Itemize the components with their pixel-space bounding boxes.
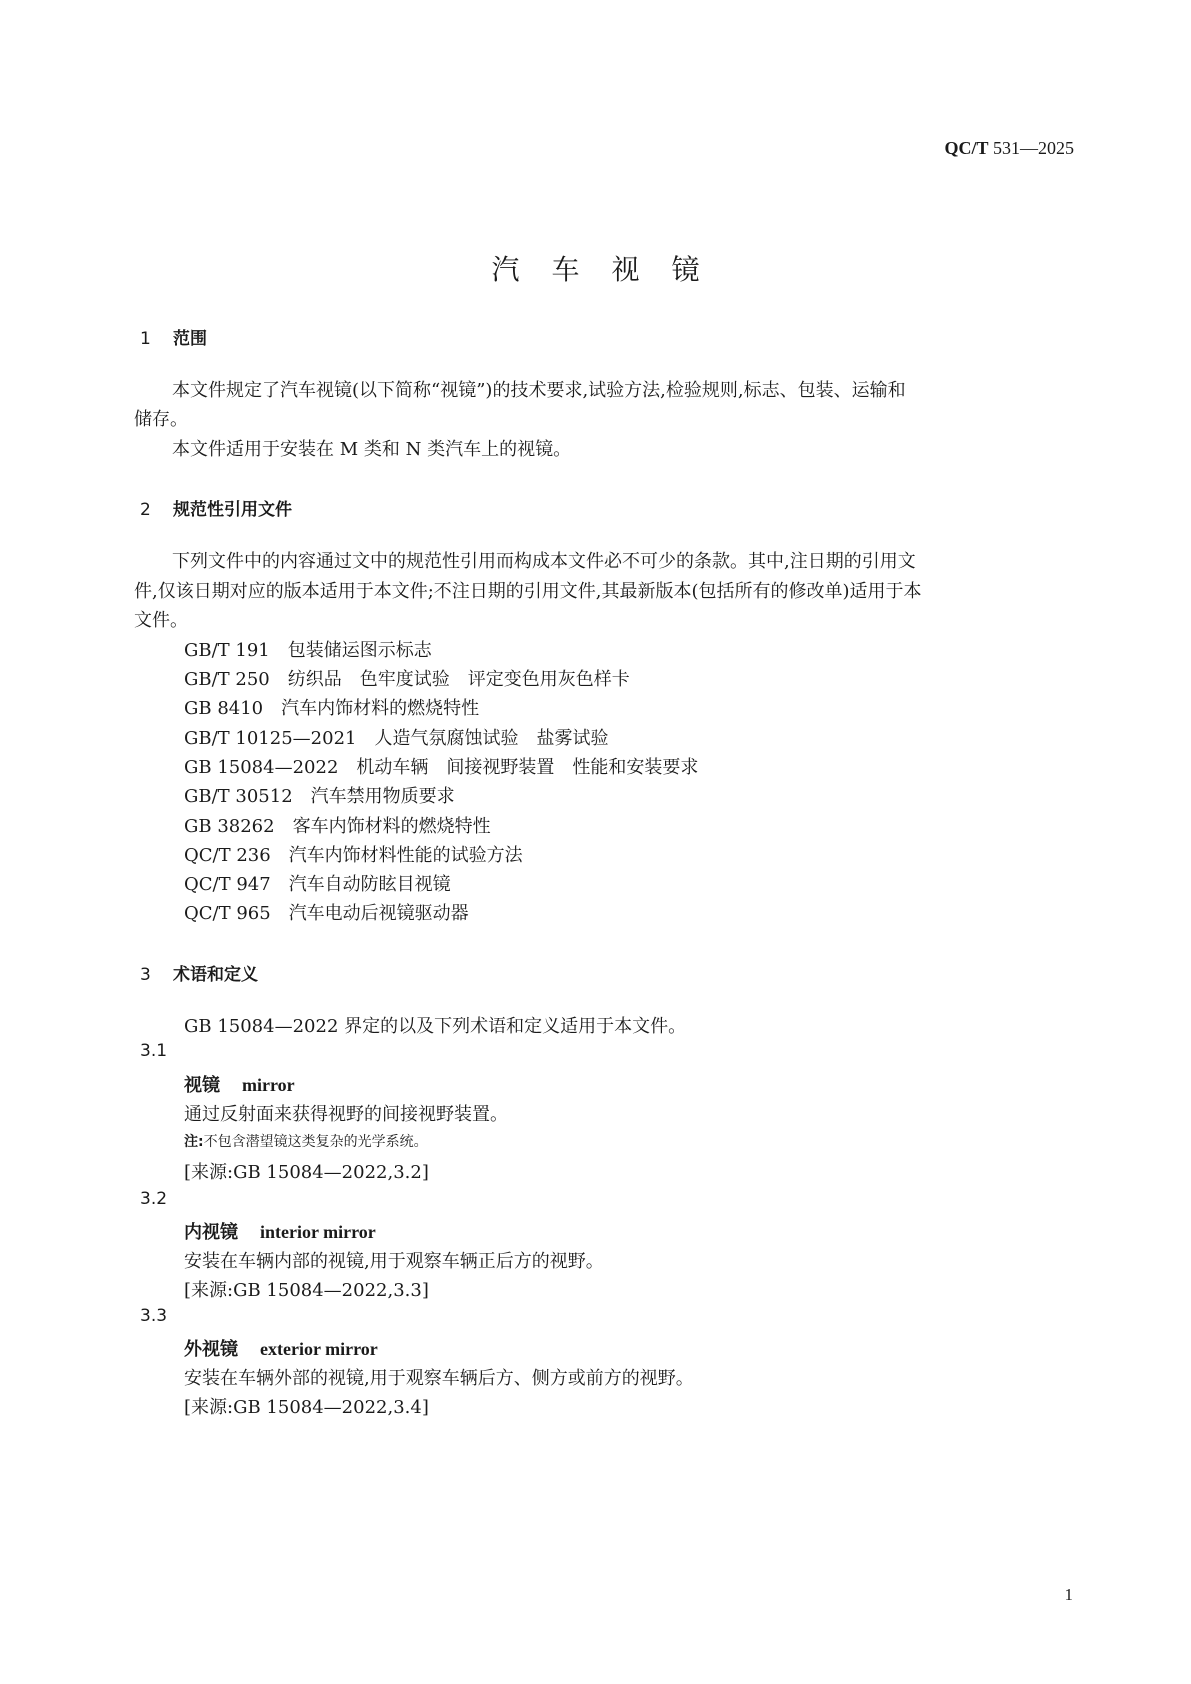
note-text: 不包含潜望镜这类复杂的光学系统。 — [203, 1134, 428, 1150]
reference-code: GB/T 30512 — [184, 786, 293, 807]
reference-title: 汽车内饰材料的燃烧特性 — [281, 698, 480, 719]
reference-title: 汽车禁用物质要求 — [310, 786, 455, 807]
reference-title: 汽车内饰材料性能的试验方法 — [288, 845, 523, 866]
reference-item — [184, 782, 455, 808]
term-en: mirror — [242, 1075, 295, 1095]
section-number: 1 — [140, 329, 151, 349]
section-title: 规范性引用文件 — [173, 500, 292, 520]
reference-title: 汽车电动后视镜驱动器 — [288, 903, 469, 924]
section-2-heading — [140, 495, 292, 520]
page-number: 1 — [1064, 1585, 1073, 1604]
reference-item — [184, 899, 469, 925]
term-en: exterior mirror — [260, 1339, 378, 1359]
term-number: 3.3 — [140, 1306, 168, 1326]
reference-item — [184, 870, 451, 896]
reference-code: GB/T 10125—2021 — [184, 728, 357, 749]
reference-code: QC/T 236 — [184, 845, 271, 866]
term-number: 3.1 — [140, 1041, 168, 1061]
reference-code: QC/T 965 — [184, 903, 271, 924]
reference-item — [184, 694, 479, 720]
reference-item — [184, 753, 698, 779]
section-number: 3 — [140, 965, 151, 985]
scope-paragraph-line-1: 本文件规定了汽车视镜(以下简称“视镜”)的技术要求,试验方法,检验规则,标志、包装、运输和 — [172, 380, 906, 401]
term-source: [来源:GB 15084—2022,3.4] — [184, 1397, 429, 1418]
reference-title: 机动车辆 间接视野装置 性能和安装要求 — [356, 757, 699, 778]
reference-code: QC/T 947 — [184, 874, 271, 895]
reference-item — [184, 665, 630, 691]
term-heading — [184, 1218, 376, 1244]
reference-code: GB 15084—2022 — [184, 757, 339, 778]
section-title: 范围 — [173, 329, 207, 349]
reference-title: 客车内饰材料的燃烧特性 — [292, 816, 491, 837]
section-title: 术语和定义 — [173, 965, 258, 985]
term-heading — [184, 1071, 295, 1097]
term-note — [184, 1131, 428, 1151]
section-number: 2 — [140, 500, 151, 520]
scope-paragraph-2: 本文件适用于安装在 M 类和 N 类汽车上的视镜。 — [172, 439, 572, 460]
reference-title: 人造气氛腐蚀试验 盐雾试验 — [374, 728, 609, 749]
references-intro-line-2: 件,仅该日期对应的版本适用于本文件;不注日期的引用文件,其最新版本(包括所有的修改单)适用于本 — [134, 581, 922, 602]
reference-title: 汽车自动防眩目视镜 — [288, 874, 451, 895]
section-3-heading — [140, 960, 258, 985]
references-intro-line-3: 文件。 — [134, 610, 188, 631]
term-definition: 安装在车辆外部的视镜,用于观察车辆后方、侧方或前方的视野。 — [184, 1368, 694, 1389]
reference-item — [184, 841, 523, 867]
reference-item — [184, 724, 608, 750]
scope-paragraph-line-2: 储存。 — [134, 409, 188, 430]
reference-title: 包装储运图示标志 — [287, 640, 432, 661]
term-definition: 通过反射面来获得视野的间接视野装置。 — [184, 1104, 508, 1125]
standard-code — [944, 138, 1074, 159]
reference-code: GB/T 191 — [184, 640, 270, 661]
term-zh: 内视镜 — [184, 1222, 238, 1243]
term-definition: 安装在车辆内部的视镜,用于观察车辆正后方的视野。 — [184, 1251, 604, 1272]
standard-code-number: 531—2025 — [993, 138, 1074, 158]
reference-code: GB/T 250 — [184, 669, 270, 690]
term-source: [来源:GB 15084—2022,3.3] — [184, 1280, 429, 1301]
term-number: 3.2 — [140, 1189, 168, 1209]
note-label: 注: — [184, 1134, 204, 1150]
document-title: 汽车视镜 — [491, 253, 732, 286]
term-source: [来源:GB 15084—2022,3.2] — [184, 1162, 429, 1183]
term-zh: 外视镜 — [184, 1339, 238, 1360]
reference-title: 纺织品 色牢度试验 评定变色用灰色样卡 — [287, 669, 630, 690]
terms-intro: GB 15084—2022 界定的以及下列术语和定义适用于本文件。 — [184, 1016, 687, 1037]
section-1-heading — [140, 324, 207, 349]
reference-item — [184, 812, 491, 838]
reference-item — [184, 636, 432, 662]
term-heading — [184, 1335, 378, 1361]
term-zh: 视镜 — [184, 1075, 220, 1096]
references-intro-line-1: 下列文件中的内容通过文中的规范性引用而构成本文件必不可少的条款。其中,注日期的引用文 — [172, 551, 916, 572]
standard-code-prefix: QC/T — [944, 138, 989, 158]
reference-code: GB 8410 — [184, 698, 264, 719]
term-en: interior mirror — [260, 1222, 376, 1242]
reference-code: GB 38262 — [184, 816, 275, 837]
